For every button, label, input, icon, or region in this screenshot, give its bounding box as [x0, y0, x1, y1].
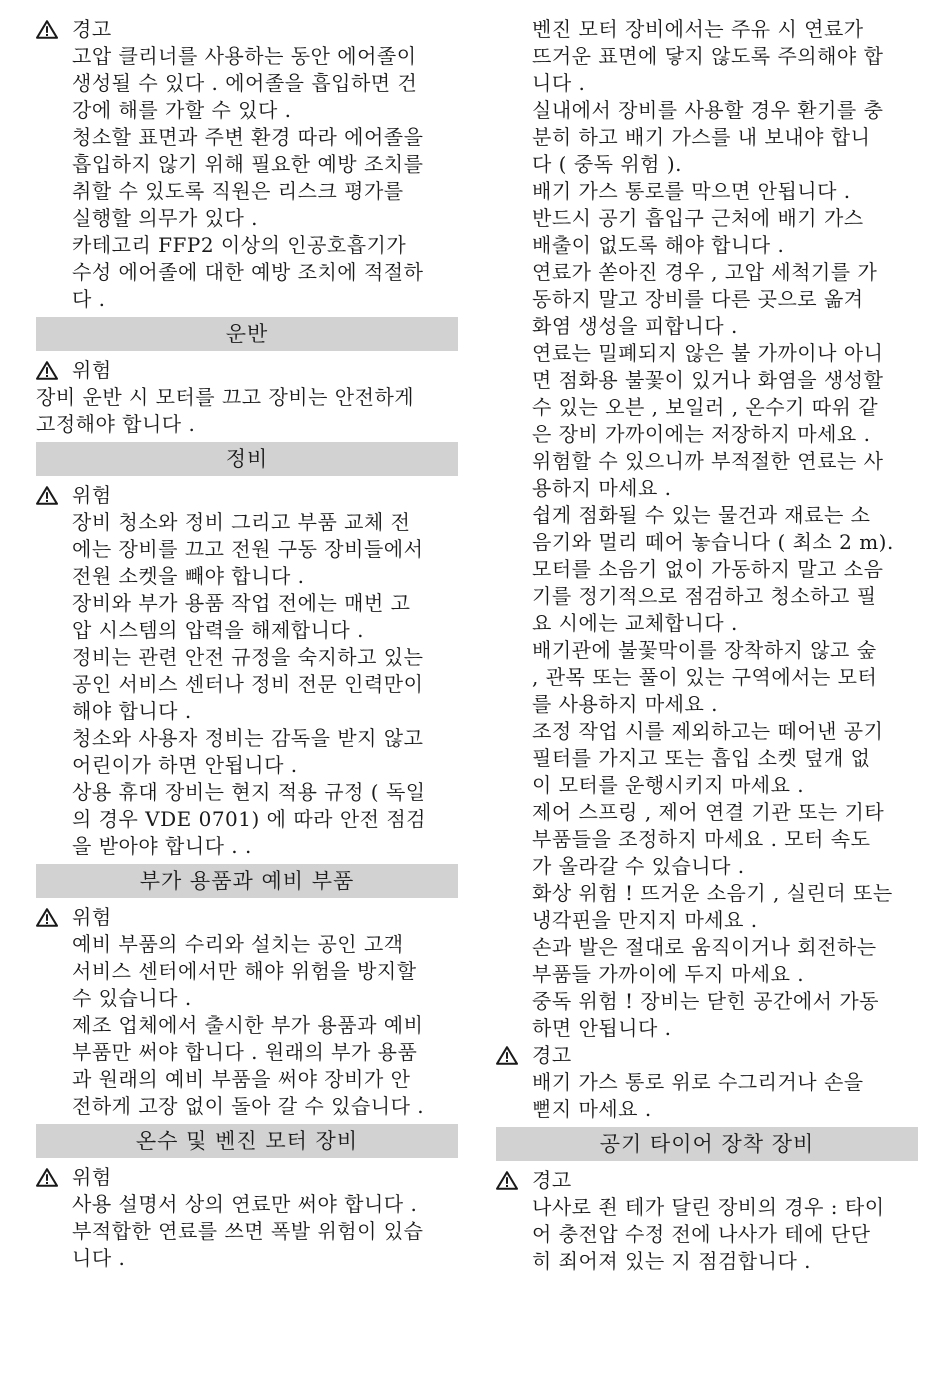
paragraph-line: 어린이가 하면 안됩니다 . — [72, 753, 298, 777]
paragraph-line: 압 시스템의 압력을 해제합니다 . — [72, 618, 364, 642]
warning-triangle-icon — [36, 20, 58, 39]
paragraph-line: 반드시 공기 흡입구 근처에 배기 가스 — [532, 206, 864, 230]
paragraph-line: 전원 소켓을 빼야 합니다 . — [72, 564, 305, 588]
paragraph-line: 하면 안됩니다 . — [532, 1016, 672, 1040]
paragraph-line: 과 원래의 예비 부품을 써야 장비가 안 — [72, 1067, 411, 1091]
paragraph-line: 정비는 관련 안전 규정을 숙지하고 있는 — [72, 645, 424, 669]
paragraph-line: 배기관에 불꽃막이를 장착하지 않고 숲 — [532, 638, 877, 662]
paragraph-line: 흡입하지 않기 위해 필요한 예방 조치를 — [72, 152, 424, 176]
warning-label: 경고 — [72, 17, 112, 41]
paragraph-line: 면 점화용 불꽃이 있거나 화염을 생성할 — [532, 368, 884, 392]
danger-heading — [36, 1164, 458, 1191]
paragraph-line: 생성될 수 있다 . 에어졸을 흡입하면 건 — [72, 71, 418, 95]
paragraph-line: 쉽게 점화될 수 있는 물건과 재료는 소 — [532, 503, 871, 527]
paragraph-line: 부품들을 조정하지 마세요 . 모터 속도 — [532, 827, 871, 851]
paragraph-line: 장비와 부가 용품 작업 전에는 매번 고 — [72, 591, 411, 615]
warning-triangle-icon — [36, 1168, 58, 1187]
paragraph-line: 위험할 수 있으니까 부적절한 연료는 사 — [532, 449, 884, 473]
paragraph-line: 부적합한 연료를 쓰면 폭발 위험이 있습 — [72, 1219, 424, 1243]
paragraph-line: 배출이 없도록 해야 합니다 . — [532, 233, 785, 257]
warning-triangle-icon — [36, 486, 58, 505]
paragraph-line: 제어 스프링 , 제어 연결 기관 또는 기타 — [532, 800, 885, 824]
paragraph-line: 이 모터를 운행시키지 마세요 . — [532, 773, 805, 797]
paragraph-line: 벤진 모터 장비에서는 주유 시 연료가 — [532, 17, 864, 41]
paragraph-line: 를 사용하지 마세요 . — [532, 692, 718, 716]
paragraph-line: 어 충전압 수정 전에 나사가 테에 단단 — [532, 1222, 871, 1246]
paragraph-line: 화상 위험 ! 뜨거운 소음기 , 실린더 또는 — [532, 881, 893, 905]
paragraph-line: 수 있습니다 . — [72, 986, 192, 1010]
engine-continued-block — [496, 16, 918, 1042]
paragraph-line: 다 . — [72, 287, 106, 311]
paragraph-line: 공인 서비스 센터나 정비 전문 인력만이 — [72, 672, 424, 696]
danger-label: 위험 — [72, 1165, 112, 1189]
warning-block — [36, 16, 458, 313]
paragraph-line: 동하지 말고 장비를 다른 곳으로 옮겨 — [532, 287, 864, 311]
warning-block-tire — [496, 1167, 918, 1275]
paragraph-line: 니다 . — [532, 71, 586, 95]
paragraph-line: 연료가 쏟아진 경우 , 고압 세척기를 가 — [532, 260, 878, 284]
paragraph-line: 제조 업체에서 출시한 부가 용품과 예비 — [72, 1013, 424, 1037]
danger-heading — [36, 904, 458, 931]
paragraph-line: 요 시에는 교체합니다 . — [532, 611, 738, 635]
paragraph-line: 상용 휴대 장비는 현지 적용 규정 ( 독일 — [72, 780, 426, 804]
paragraph-line: 뜨거운 표면에 닿지 않도록 주의해야 합 — [532, 44, 884, 68]
paragraph-line: , 관목 또는 풀이 있는 구역에서는 모터 — [532, 665, 878, 689]
paragraph-line: 용하지 마세요 . — [532, 476, 672, 500]
paragraph-line: 수 있는 오븐 , 보일러 , 온수기 따위 같 — [532, 395, 879, 419]
warning-block-exhaust — [496, 1042, 918, 1123]
warning-triangle-icon — [496, 1046, 518, 1065]
paragraph-line: 예비 부품의 수리와 설치는 공인 고객 — [72, 932, 404, 956]
paragraph-line: 배기 가스 통로 위로 수그리거나 손을 — [532, 1070, 864, 1094]
paragraph-line: 냉각핀을 만지지 마세요 . — [532, 908, 758, 932]
paragraph-line: 수성 에어졸에 대한 예방 조치에 적절하 — [72, 260, 424, 284]
warning-label: 경고 — [532, 1043, 572, 1067]
section-heading-tire: 공기 타이어 장착 장비 — [496, 1127, 918, 1161]
section-heading-transport: 운반 — [36, 317, 458, 351]
warning-triangle-icon — [36, 908, 58, 927]
paragraph-line: 다 ( 중독 위험 ). — [532, 152, 682, 176]
paragraph-line: 고정해야 합니다 . — [36, 412, 196, 436]
warning-heading — [36, 16, 458, 43]
paragraph-line: 니다 . — [72, 1246, 126, 1270]
paragraph-line: 부품만 써야 합니다 . 원래의 부가 용품 — [72, 1040, 418, 1064]
paragraph-line: 카테고리 FFP2 이상의 인공호흡기가 — [72, 233, 407, 257]
danger-block-maintenance — [36, 482, 458, 860]
paragraph-line: 기를 정기적으로 점검하고 청소하고 필 — [532, 584, 877, 608]
section-heading-engine: 온수 및 벤진 모터 장비 — [36, 1124, 458, 1158]
paragraph-line: 전하게 고장 없이 돌아 갈 수 있습니다 . — [72, 1094, 425, 1118]
paragraph-line: 을 받아야 합니다 . . — [72, 834, 252, 858]
paragraph-line: 청소와 사용자 정비는 감독을 받지 않고 — [72, 726, 424, 750]
paragraph-line: 의 경우 VDE 0701) 에 따라 안전 점검 — [72, 807, 426, 831]
paragraph-line: 중독 위험 ! 장비는 닫힌 공간에서 가동 — [532, 989, 879, 1013]
paragraph-line: 뻗지 마세요 . — [532, 1097, 652, 1121]
paragraph-line: 부품들 가까이에 두지 마세요 . — [532, 962, 805, 986]
danger-label: 위험 — [72, 358, 112, 382]
paragraph-line: 에는 장비를 끄고 전원 구동 장비들에서 — [72, 537, 424, 561]
paragraph-line: 히 죄어져 있는 지 점검합니다 . — [532, 1249, 811, 1273]
paragraph-line: 음기와 멀리 떼어 놓습니다 ( 최소 2 m). — [532, 530, 894, 554]
paragraph-line: 취할 수 있도록 직원은 리스크 평가를 — [72, 179, 404, 203]
danger-block-transport — [36, 357, 458, 438]
warning-heading — [496, 1042, 918, 1069]
section-heading-maintenance: 정비 — [36, 442, 458, 476]
paragraph-line: 실행할 의무가 있다 . — [72, 206, 258, 230]
paragraph-line: 가 올라갈 수 있습니다 . — [532, 854, 745, 878]
paragraph-line: 서비스 센터에서만 해야 위험을 방지할 — [72, 959, 417, 983]
danger-label: 위험 — [72, 483, 112, 507]
paragraph-line: 배기 가스 통로를 막으면 안됩니다 . — [532, 179, 851, 203]
paragraph-line: 해야 합니다 . — [72, 699, 192, 723]
paragraph-line: 강에 해를 가할 수 있다 . — [72, 98, 292, 122]
paragraph-line: 장비 청소와 정비 그리고 부품 교체 전 — [72, 510, 411, 534]
danger-heading — [36, 482, 458, 509]
paragraph-line: 분히 하고 배기 가스를 내 보내야 합니 — [532, 125, 871, 149]
right-column — [496, 16, 918, 1275]
paragraph-line: 고압 클리너를 사용하는 동안 에어졸이 — [72, 44, 417, 68]
paragraph-line: 나사로 죈 테가 달린 장비의 경우 : 타이 — [532, 1195, 885, 1219]
warning-triangle-icon — [36, 361, 58, 380]
paragraph-line: 연료는 밀폐되지 않은 불 가까이나 아니 — [532, 341, 884, 365]
paragraph-line: 장비 운반 시 모터를 끄고 장비는 안전하게 — [36, 385, 415, 409]
warning-triangle-icon — [496, 1171, 518, 1190]
danger-heading — [36, 357, 458, 384]
paragraph-line: 은 장비 가까이에는 저장하지 마세요 . — [532, 422, 871, 446]
left-column — [36, 16, 458, 1272]
paragraph-line: 화염 생성을 피합니다 . — [532, 314, 738, 338]
danger-block-accessories — [36, 904, 458, 1120]
danger-block-engine — [36, 1164, 458, 1272]
paragraph-line: 실내에서 장비를 사용할 경우 환기를 충 — [532, 98, 884, 122]
section-heading-accessories: 부가 용품과 예비 부품 — [36, 864, 458, 898]
paragraph-line: 조정 작업 시를 제외하고는 떼어낸 공기 — [532, 719, 884, 743]
danger-label: 위험 — [72, 905, 112, 929]
paragraph-line: 손과 발은 절대로 움직이거나 회전하는 — [532, 935, 877, 959]
warning-heading — [496, 1167, 918, 1194]
warning-label: 경고 — [532, 1168, 572, 1192]
paragraph-line: 사용 설명서 상의 연료만 써야 합니다 . — [72, 1192, 418, 1216]
paragraph-line: 모터를 소음기 없이 가동하지 말고 소음 — [532, 557, 884, 581]
paragraph-line: 청소할 표면과 주변 환경 따라 에어졸을 — [72, 125, 424, 149]
paragraph-line: 필터를 가지고 또는 흡입 소켓 덮개 없 — [532, 746, 871, 770]
